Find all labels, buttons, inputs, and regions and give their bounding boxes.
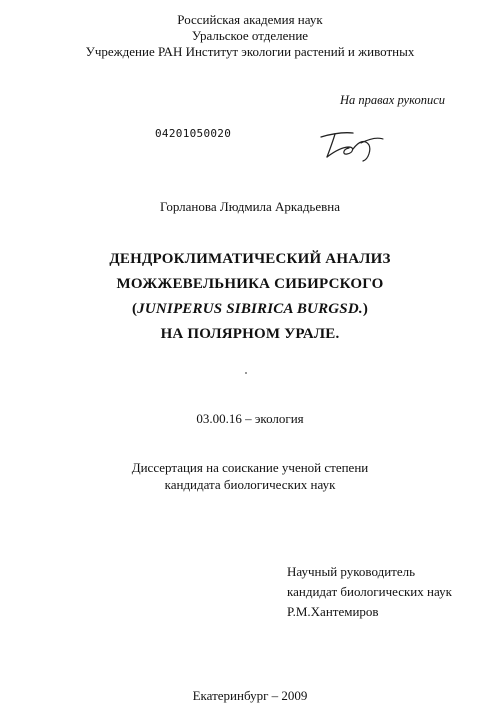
- supervisor-name: Р.М.Хантемиров: [287, 604, 379, 619]
- handwritten-signature: [313, 127, 385, 163]
- institute-name: Учреждение РАН Институт экологии растений и животных: [85, 44, 415, 59]
- title-paren-open: (: [131, 301, 138, 317]
- title-line-3: [0, 301, 500, 318]
- title-line-4: НА ПОЛЯРНОМ УРАЛЕ.: [160, 326, 340, 342]
- author-name: Горланова Людмила Аркадьевна: [159, 199, 341, 214]
- supervisor-role: Научный руководитель: [287, 564, 416, 579]
- degree-line-2: кандидата биологических наук: [164, 477, 336, 492]
- title-paren-close: ): [362, 301, 369, 317]
- academy-name: Российская академия наук: [177, 12, 323, 27]
- city-year: Екатеринбург – 2009: [192, 688, 308, 703]
- degree-line-1: Диссертация на соискание ученой степени: [131, 460, 369, 475]
- branch-name: Уральское отделение: [191, 28, 309, 43]
- scan-speck: [245, 372, 247, 374]
- specialty-code: 03.00.16 – экология: [196, 411, 304, 426]
- registration-code: 04201050020: [155, 127, 232, 140]
- manuscript-rights-note: На правах рукописи: [340, 93, 445, 107]
- title-line-1: ДЕНДРОКЛИМАТИЧЕСКИЙ АНАЛИЗ: [109, 251, 391, 267]
- supervisor-degree: кандидат биологических наук: [287, 584, 452, 599]
- title-line-2: МОЖЖЕВЕЛЬНИКА СИБИРСКОГО: [116, 276, 384, 292]
- title-latin-name: JUNIPERUS SIBIRICA BURGSD.: [137, 301, 363, 317]
